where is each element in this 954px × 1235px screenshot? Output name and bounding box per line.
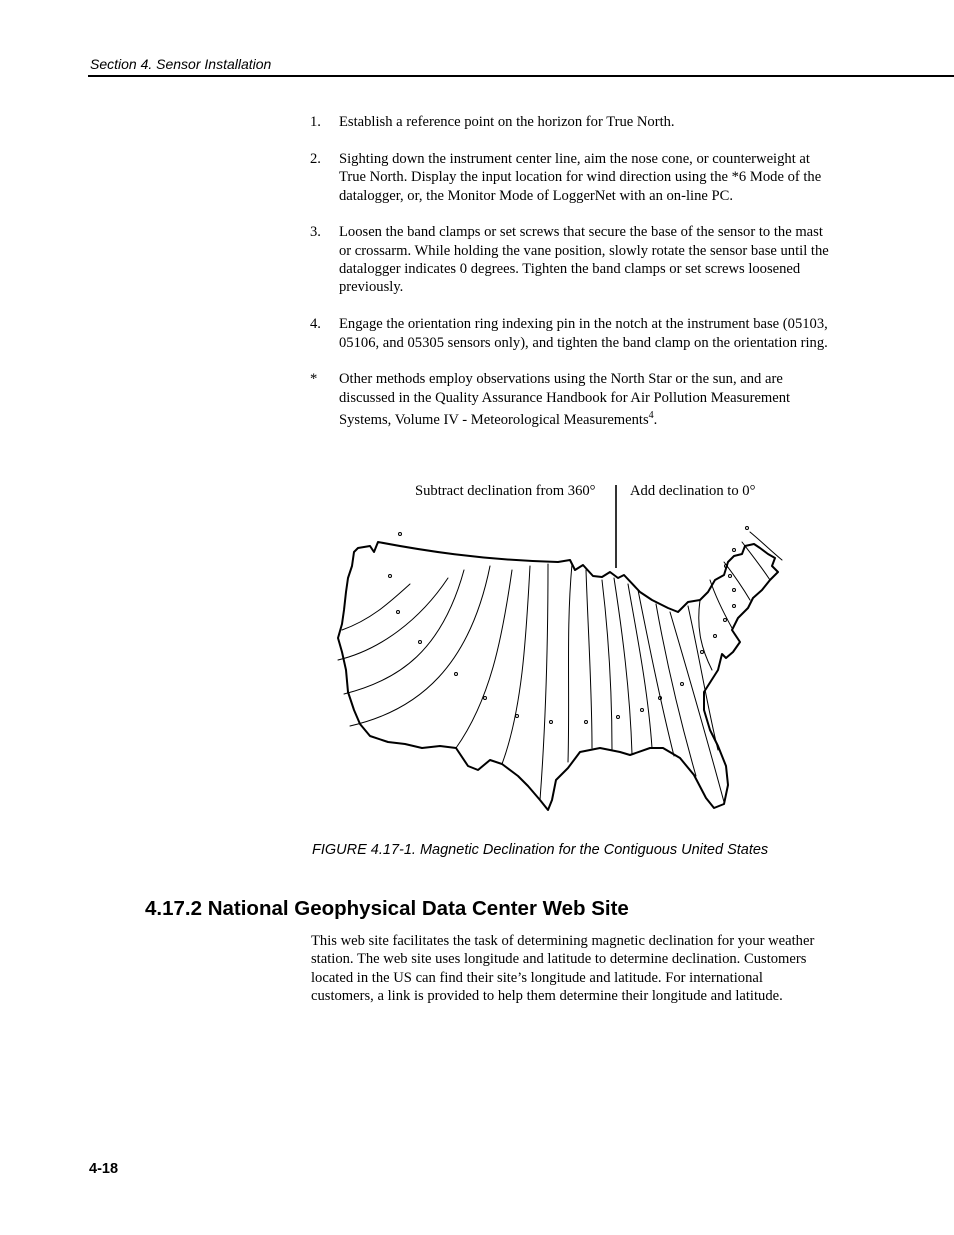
figure-caption: FIGURE 4.17-1. Magnetic Declination for the Contiguous United States [312, 842, 769, 858]
step-item [310, 223, 830, 297]
step-number: 3. [310, 224, 321, 241]
step-number: * [310, 371, 318, 388]
note-text: Other methods employ observations using the North Star or the sun, and are discussed in the Quality Assurance Handbook for Air Pollution Measurement Systems, Volume IV - Meteorological Measurements [339, 371, 791, 428]
step-text [339, 370, 830, 429]
declination-figure [330, 480, 800, 825]
step-text: Engage the orientation ring indexing pin in the notch at the instrument base (05103, 05106, and 05305 sensors only), and tighten the band clamp on the orientation ring. [339, 316, 828, 351]
west-label: Subtract declination from 360° [415, 483, 596, 499]
step-text: Sighting down the instrument center line, aim the nose cone, or counterweight at True North. Display the input location for wind direction using the *6 Mode of the datalogger, or, the Monitor Mode of LoggerNet with an on-line PC. [339, 150, 822, 204]
step-item [310, 150, 830, 205]
isogonic-lines [338, 532, 782, 802]
us-declination-map [330, 480, 800, 825]
note-end: . [653, 411, 658, 428]
footnote-ref: 4 [648, 410, 654, 422]
step-item [310, 315, 830, 352]
running-header: Section 4. Sensor Installation [90, 56, 272, 72]
step-number: 4. [310, 316, 321, 333]
us-outline [338, 542, 778, 810]
step-number: 2. [310, 150, 321, 167]
step-text: Loosen the band clamps or set screws that secure the base of the sensor to the mast or crossarm. While holding the vane position, slowly rotate the sensor base until the datalogger indicates 0 degrees. Tighten the band clamps or set screws loosened previously. [339, 224, 829, 296]
section-heading: 4.17.2 National Geophysical Data Center Web Site [145, 897, 629, 920]
step-item [310, 113, 830, 131]
page-number: 4-18 [89, 1161, 119, 1177]
step-item [310, 370, 830, 429]
step-text: Establish a reference point on the horizon for True North. [339, 114, 675, 130]
header-rule [88, 75, 954, 77]
step-number: 1. [310, 114, 321, 130]
procedure-steps [310, 113, 830, 448]
section-body: This web site facilitates the task of determining magnetic declination for your weather station. The web site uses longitude and latitude to determine declination. Customers located in the US can find their site’s longitude and latitude. For international customers, a link is provided to help them determine their longitude and latitude. [311, 933, 815, 1005]
east-label: Add declination to 0° [630, 483, 756, 499]
